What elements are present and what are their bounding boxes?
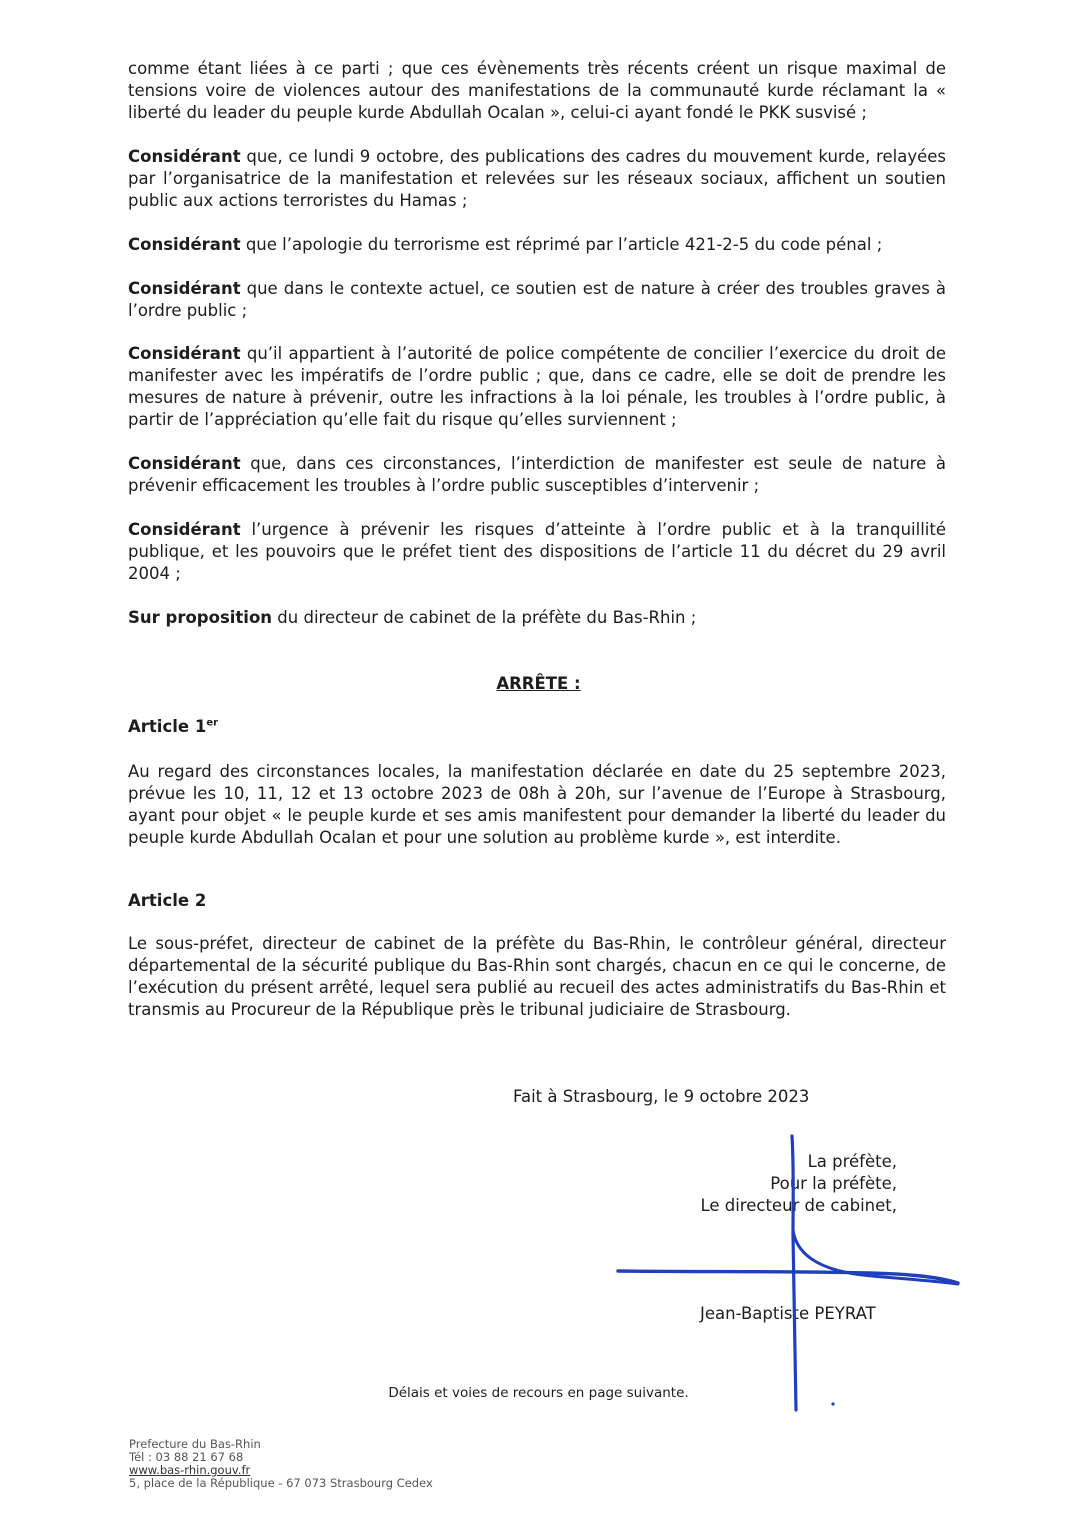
paragraph-considerant-publications [128,146,946,212]
paragraph-lead: Considérant [128,147,241,166]
signature-titles [700,1151,897,1217]
paragraph-text: que dans le contexte actuel, ce soutien est de nature à créer des troubles graves à l’ordre public ; [128,279,946,320]
article-1-title-text: Article 1 [128,717,207,736]
paragraph-text: l’urgence à prévenir les risques d’atteinte à l’ordre public et à la tranquillité publique, et les pouvoirs que le préfet tient des dispositions de l’article 11 du décret du 29 avril 2004 ; [128,520,946,583]
paragraph-continuation [128,58,946,124]
footer-prefecture: Prefecture du Bas-Rhin [129,1437,261,1451]
article-2-title: Article 2 [128,891,207,910]
paragraph-lead: Considérant [128,279,241,298]
article-1-title [128,717,218,736]
footer-street-address: 5, place de la République - 67 073 Strasbourg Cedex [129,1476,433,1490]
footer-address [129,1438,433,1490]
paragraph-text: qu’il appartient à l’autorité de police compétente de concilier l’exercice du droit de manifester avec les impératifs de l’ordre public ; que, dans ce cadre, elle se doit de prendre les mesures de nature à prévenir, outre les infractions à la loi pénale, les troubles à l’ordre public, à partir de l’appréciation qu’elle fait du risque qu’elles surviennent ; [128,344,946,429]
arrete-heading: ARRÊTE : [496,674,581,693]
paragraph-considerant-autorite [128,343,946,431]
paragraph-considerant-interdiction [128,453,946,497]
paragraph-lead: Considérant [128,235,241,254]
paragraph-lead: Sur proposition [128,608,273,627]
signature-horizontal-stroke [618,1271,958,1283]
article-2-text: Le sous-préfet, directeur de cabinet de la préfète du Bas-Rhin, le contrôleur général, directeur départemental de la sécurité publique du Bas-Rhin sont chargés, chacun en ce qui le concerne, de l’exécution du présent arrêté, lequel sera publié au recueil des actes administratifs du Bas-Rhin et transmis au Procureur de la République près le tribunal judiciaire de Strasbourg. [128,934,946,1019]
paragraph-lead: Considérant [128,344,241,363]
signature-curve-stroke [793,1230,958,1284]
footer-website-link[interactable]: www.bas-rhin.gouv.fr [129,1463,251,1477]
signature-dot [831,1402,834,1405]
place-date: Fait à Strasbourg, le 9 octobre 2023 [513,1087,810,1106]
article-1-text: Au regard des circonstances locales, la manifestation déclarée en date du 25 septembre 2023, prévue les 10, 11, 12 et 13 octobre 2023 de 08h à 20h, sur l’avenue de l’Europe à Strasbourg, ayant pour objet « le peuple kurde et ses amis manifestent pour demander la liberté du leader du peuple kurde Abdullah Ocalan et pour une solution au problème kurde », est interdite. [128,762,946,847]
footer-phone: Tél : 03 88 21 67 68 [129,1450,244,1464]
paragraph-text: que, ce lundi 9 octobre, des publications des cadres du mouvement kurde, relayées par l’organisatrice de la manifestation et relevées sur les réseaux sociaux, affichent un soutien public aux actions terroristes du Hamas ; [128,147,946,210]
paragraph-text: comme étant liées à ce parti ; que ces évènements très récents créent un risque maximal de tensions voire de violences autour des manifestations de la communauté kurde réclamant la « liberté du leader du peuple kurde Abdullah Ocalan », celui-ci ayant fondé le PKK susvisé ; [128,59,946,122]
paragraph-text: du directeur de cabinet de la préfète du Bas-Rhin ; [272,608,697,627]
paragraph-considerant-contexte [128,278,946,322]
paragraph-lead: Considérant [128,454,241,473]
signature-line-pour-prefete: Pour la préfète, [770,1174,897,1193]
paragraph-text: que l’apologie du terrorisme est réprimé par l’article 421-2-5 du code pénal ; [240,235,883,254]
paragraph-considerant-urgence [128,519,946,585]
article-1-title-sup: er [206,717,219,729]
paragraph-considerant-apologie [128,234,946,256]
signatory-name: Jean-Baptiste PEYRAT [700,1304,876,1323]
recours-notice: Délais et voies de recours en page suivante. [388,1385,689,1401]
paragraph-text: que, dans ces circonstances, l’interdiction de manifester est seule de nature à prévenir efficacement les troubles à l’ordre public susceptibles d’intervenir ; [128,454,946,495]
signature-line-prefete: La préfète, [807,1152,897,1171]
signature-line-directeur: Le directeur de cabinet, [700,1196,897,1215]
paragraph-lead: Considérant [128,520,241,539]
paragraph-sur-proposition [128,607,946,629]
